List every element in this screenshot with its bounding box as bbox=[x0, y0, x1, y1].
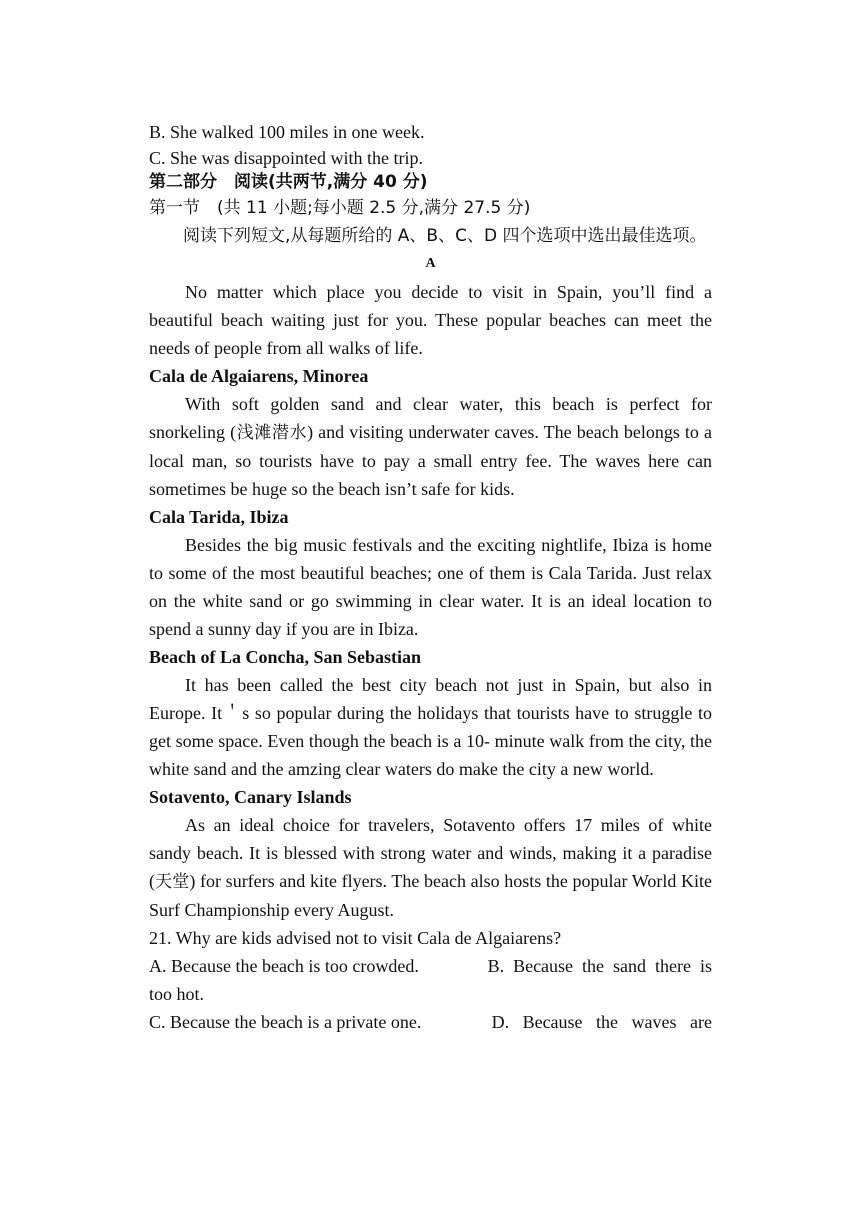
beach-text-before: With soft golden sand and clear water, this beach is perfect for snorkeling ( bbox=[149, 394, 712, 442]
prev-option-b: B. She walked 100 miles in one week. bbox=[149, 122, 425, 142]
option-c[interactable]: C. Because the beach is a private one. bbox=[149, 1012, 422, 1032]
beach-text-before: As an ideal choice for travelers, Sotavento offers 17 miles of white sandy beach. It is blessed with strong water and winds, making it a paradise ( bbox=[149, 815, 712, 891]
prev-option-c: C. She was disappointed with the trip. bbox=[149, 148, 423, 168]
passage-intro: No matter which place you decide to visit in Spain, you’ll find a beautiful beach waiting just for you. These popular beaches can meet the needs of people from all walks of life. bbox=[149, 282, 712, 358]
option-d[interactable]: D. Because the waves are bbox=[491, 1012, 712, 1032]
beach-paragraph: Besides the big music festivals and the exciting nightlife, Ibiza is home to some of the most beautiful beaches; one of them is Cala Tarida. Just relax on the white sand or go swimming in clear water. It is an ideal location to spend a sunny day if you are in Ibiza. bbox=[149, 535, 712, 639]
beach-paragraph: It has been called the best city beach not just in Spain, but also in Europe. It＇s so popular during the holidays that tourists have to struggle to get some space. Even though the beach is a 10- minute walk from the city, the white sand and the amzing clear waters do make the city a new world. bbox=[149, 675, 712, 779]
part-title: 第二部分 阅读(共两节,满分 40 分) bbox=[149, 172, 428, 192]
chinese-gloss: 浅滩潜水 bbox=[236, 423, 308, 443]
beach-paragraph bbox=[149, 811, 712, 924]
chinese-gloss: 天堂 bbox=[155, 872, 190, 892]
options-row-ab bbox=[149, 952, 712, 980]
question-stem: 21. Why are kids advised not to visit Cala de Algaiarens? bbox=[149, 928, 562, 948]
beach-text-after: ) for surfers and kite flyers. The beach also hosts the popular World Kite Surf Championship every August. bbox=[149, 871, 712, 920]
beach-heading: Beach of La Concha, San Sebastian bbox=[149, 647, 422, 667]
option-b-continued: too hot. bbox=[149, 984, 205, 1004]
beach-paragraph bbox=[149, 390, 712, 503]
passage-label: A bbox=[425, 256, 436, 271]
beach-heading: Sotavento, Canary Islands bbox=[149, 787, 352, 807]
instruction: 阅读下列短文,从每题所给的 A、B、C、D 四个选项中选出最佳选项。 bbox=[183, 226, 707, 246]
options-row-cd bbox=[149, 1008, 712, 1036]
option-b[interactable]: B. Because the sand there is bbox=[487, 956, 712, 976]
beach-heading: Cala de Algaiarens, Minorea bbox=[149, 366, 369, 386]
option-a[interactable]: A. Because the beach is too crowded. bbox=[149, 956, 419, 976]
document-page bbox=[149, 118, 712, 1036]
subsection-title: 第一节 (共 11 小题;每小题 2.5 分,满分 27.5 分) bbox=[149, 198, 531, 218]
beach-text-after: ) and visiting underwater caves. The beach belongs to a local man, so tourists have to pay a small entry fee. The waves here can sometimes be huge so the beach isn’t safe for kids. bbox=[149, 422, 713, 499]
beach-heading: Cala Tarida, Ibiza bbox=[149, 507, 289, 527]
